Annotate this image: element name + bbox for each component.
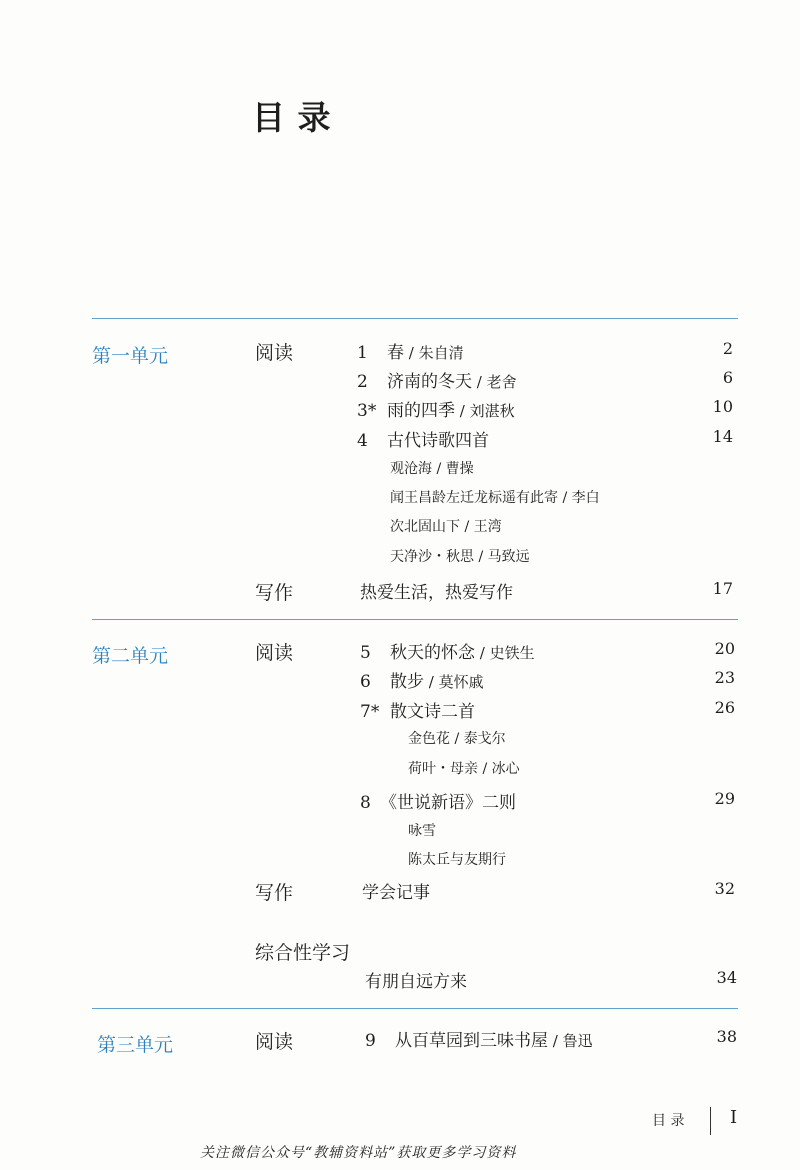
toc-entry[interactable]: 5 秋天的怀念 / 史铁生	[360, 643, 535, 663]
watermark-text: 关注微信公众号“教辅资料站”获取更多学习资料	[200, 1145, 517, 1161]
toc-subentry[interactable]: 金色花 / 泰戈尔	[408, 731, 506, 747]
category-integrated-learning: 综合性学习	[255, 942, 351, 964]
category-reading: 阅读	[255, 1031, 294, 1053]
entry-author: 莫怀戚	[438, 673, 484, 691]
toc-entry[interactable]	[365, 967, 467, 992]
toc-subentry[interactable]: 天净沙・秋思 / 马致远	[390, 549, 530, 565]
entry-title: 闻王昌龄左迁龙标遥有此寄	[390, 490, 558, 506]
toc-subentry[interactable]	[408, 820, 436, 840]
entry-title: 有朋自远方来	[365, 972, 467, 992]
entry-number: 4	[357, 431, 368, 451]
entry-page: 14	[712, 427, 733, 446]
entry-title: 秋天的怀念	[390, 643, 475, 663]
entry-number: 5	[360, 643, 371, 663]
toc-entry[interactable]: 1 春 / 朱自清	[357, 343, 464, 363]
entry-title: 《世说新语》二则	[380, 793, 516, 813]
entry-title: 春	[387, 343, 404, 363]
entry-title: 热爱生活，热爱写作	[360, 583, 513, 603]
entry-author: 史铁生	[489, 644, 535, 662]
toc-subentry[interactable]: 闻王昌龄左迁龙标遥有此寄 / 李白	[390, 490, 600, 506]
entry-title: 古代诗歌四首	[387, 431, 489, 451]
entry-title: 散文诗二首	[390, 702, 475, 722]
toc-entry[interactable]	[360, 788, 516, 813]
entry-author: 泰戈尔	[463, 731, 506, 747]
entry-page: 23	[714, 668, 735, 687]
entry-page: 34	[716, 968, 737, 987]
entry-title: 散步	[390, 672, 424, 692]
entry-page: 20	[714, 639, 735, 658]
entry-author: 鲁迅	[562, 1032, 593, 1050]
toc-subentry[interactable]: 观沧海 / 曹操	[390, 461, 474, 477]
entry-author: 老舍	[486, 373, 517, 391]
entry-author: 朱自清	[418, 344, 464, 362]
entry-page: 2	[722, 339, 733, 358]
category-writing: 写作	[255, 882, 294, 904]
entry-author: 曹操	[445, 461, 474, 477]
entry-number: 1	[357, 343, 368, 363]
entry-title: 金色花	[408, 731, 450, 747]
footer-label: 目 录	[652, 1113, 685, 1129]
entry-author: 李白	[571, 490, 600, 506]
toc-subentry[interactable]: 次北固山下 / 王湾	[390, 519, 502, 535]
entry-title: 从百草园到三味书屋	[395, 1031, 548, 1051]
entry-title: 陈太丘与友期行	[408, 852, 506, 868]
toc-subentry[interactable]: 荷叶・母亲 / 冰心	[408, 761, 520, 777]
toc-entry[interactable]: 6 散步 / 莫怀戚	[360, 672, 484, 692]
entry-number: 9	[365, 1031, 376, 1051]
entry-title: 观沧海	[390, 461, 432, 477]
toc-entry[interactable]	[360, 578, 513, 603]
entry-number: 7*	[360, 702, 380, 722]
entry-page: 38	[716, 1027, 737, 1046]
section-divider	[92, 1008, 738, 1009]
footer-page-number: I	[730, 1107, 738, 1128]
unit-label-1: 第一单元	[92, 345, 169, 367]
entry-page: 10	[712, 397, 733, 416]
entry-page: 26	[714, 698, 735, 717]
entry-title: 次北固山下	[390, 519, 460, 535]
entry-title: 济南的冬天	[387, 372, 472, 392]
toc-entry[interactable]	[357, 426, 489, 451]
toc-entry[interactable]: 3* 雨的四季 / 刘湛秋	[357, 401, 515, 421]
toc-entry[interactable]: 2 济南的冬天 / 老舍	[357, 372, 517, 392]
toc-entry[interactable]	[360, 697, 475, 722]
toc-entry[interactable]	[362, 878, 430, 903]
category-reading: 阅读	[255, 342, 294, 364]
page-title: 目 录	[252, 98, 331, 137]
footer-divider	[710, 1107, 711, 1135]
section-divider	[92, 318, 738, 319]
unit-label-2: 第二单元	[92, 645, 169, 667]
entry-number: 2	[357, 372, 368, 392]
entry-title: 荷叶・母亲	[408, 761, 478, 777]
entry-title: 学会记事	[362, 883, 430, 903]
entry-title: 雨的四季	[387, 401, 455, 421]
entry-page: 32	[714, 879, 735, 898]
entry-page: 17	[712, 579, 733, 598]
entry-author: 马致远	[487, 549, 530, 565]
entry-number: 6	[360, 672, 371, 692]
section-divider	[92, 619, 738, 620]
toc-entry[interactable]: 9 从百草园到三味书屋 / 鲁迅	[365, 1031, 593, 1051]
unit-label-3: 第三单元	[97, 1034, 174, 1056]
category-reading: 阅读	[255, 642, 294, 664]
entry-author: 王湾	[473, 519, 502, 535]
entry-page: 6	[722, 368, 733, 387]
entry-author: 刘湛秋	[469, 402, 515, 420]
entry-title: 咏雪	[408, 823, 436, 839]
entry-page: 29	[714, 789, 735, 808]
toc-subentry[interactable]	[408, 849, 506, 869]
entry-number: 3*	[357, 401, 377, 421]
entry-number: 8	[360, 793, 371, 813]
category-writing: 写作	[255, 582, 294, 604]
entry-title: 天净沙・秋思	[390, 549, 474, 565]
entry-author: 冰心	[491, 761, 520, 777]
